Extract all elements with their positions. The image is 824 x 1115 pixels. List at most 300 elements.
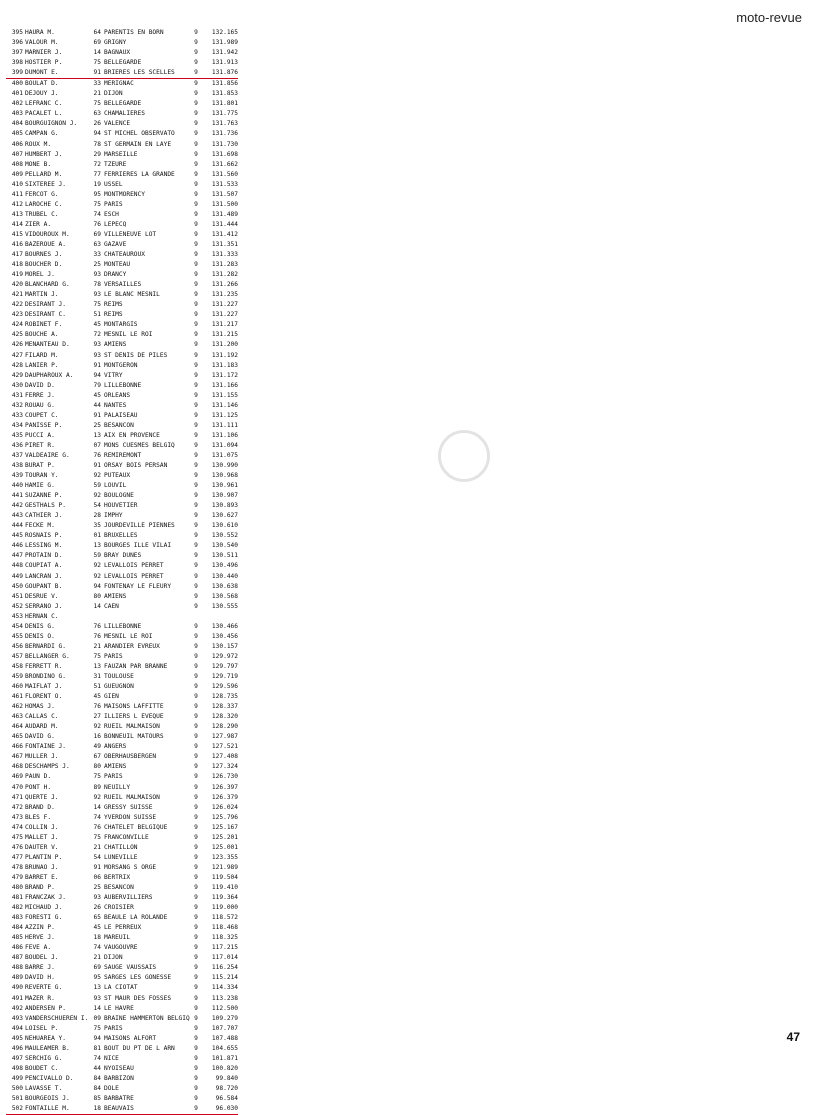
category: 9 xyxy=(194,311,198,319)
rider-name: BOURGEOIS J. xyxy=(25,1094,70,1102)
rank: 442 xyxy=(11,502,23,510)
rider-name: TRUBEL C. xyxy=(25,210,59,218)
score: 131.155 xyxy=(211,391,238,399)
table-row xyxy=(6,622,238,632)
category: 9 xyxy=(194,1105,198,1113)
city: CHATILLON xyxy=(104,843,138,851)
rank: 443 xyxy=(11,512,23,520)
city: TOULOUSE xyxy=(104,673,134,680)
rank: 481 xyxy=(11,894,23,902)
table-row xyxy=(6,1064,238,1074)
score: 131.106 xyxy=(211,431,238,439)
rank: 485 xyxy=(11,934,23,942)
rider-name: LANCRAN J. xyxy=(25,572,63,580)
department: 45 xyxy=(93,391,101,399)
department: 80 xyxy=(93,763,101,771)
city: ST GERMAIN EN LAYE xyxy=(104,140,172,148)
city: PARIS xyxy=(104,773,123,781)
department: 94 xyxy=(93,582,101,590)
rank: 490 xyxy=(11,984,23,992)
table-row xyxy=(6,270,238,280)
score: 131.500 xyxy=(211,200,238,208)
city: ST MAUR DES FOSSES xyxy=(104,994,172,1002)
rank: 492 xyxy=(11,1004,23,1012)
category: 9 xyxy=(194,562,198,570)
table-row xyxy=(6,1034,238,1044)
rank: 488 xyxy=(11,964,23,972)
city: LILLEBONNE xyxy=(104,622,142,630)
city: BRUXELLES xyxy=(104,532,138,540)
score: 130.456 xyxy=(211,632,238,640)
category: 9 xyxy=(194,542,198,550)
score: 131.075 xyxy=(211,451,238,459)
city: CAEN xyxy=(104,602,119,610)
rider-name: LANIER P. xyxy=(25,361,59,369)
rank: 411 xyxy=(11,190,23,198)
rank: 397 xyxy=(11,49,23,57)
table-row xyxy=(6,160,238,170)
rank: 472 xyxy=(11,803,23,811)
table-row xyxy=(6,300,238,310)
city: YVERDON SUISSE xyxy=(104,813,157,821)
rider-name: PANISSE P. xyxy=(25,421,63,429)
category: 9 xyxy=(194,713,198,721)
category: 9 xyxy=(194,783,198,791)
rider-name: BERNARDI G. xyxy=(25,642,66,650)
rider-name: VALDEAIRE G. xyxy=(25,451,70,459)
rider-name: MALLET J. xyxy=(25,833,59,841)
score: 131.560 xyxy=(211,170,238,178)
score: 125.001 xyxy=(211,843,238,851)
score: 117.215 xyxy=(211,944,238,952)
table-row xyxy=(6,290,238,300)
rank: 444 xyxy=(11,522,23,530)
department: 13 xyxy=(93,431,101,439)
category: 9 xyxy=(194,321,198,329)
score: 130.638 xyxy=(211,582,238,590)
rider-name: DAVID D. xyxy=(25,381,55,389)
city: DIJON xyxy=(104,954,123,962)
category: 9 xyxy=(194,301,198,309)
department: 76 xyxy=(93,220,101,228)
category: 9 xyxy=(194,733,198,741)
score: 96.030 xyxy=(215,1105,238,1113)
table-row xyxy=(6,943,238,953)
department: 21 xyxy=(93,843,101,851)
table-row xyxy=(6,511,238,521)
rank: 420 xyxy=(11,281,23,289)
category: 9 xyxy=(194,1034,198,1042)
score: 128.290 xyxy=(211,723,238,731)
score: 128.337 xyxy=(211,703,238,711)
category: 9 xyxy=(194,763,198,771)
table-row xyxy=(6,521,238,531)
rank: 433 xyxy=(11,411,23,419)
city: GUEUGNON xyxy=(104,683,134,691)
table-row xyxy=(6,692,238,702)
city: LOUVIL xyxy=(104,482,127,490)
category: 9 xyxy=(194,69,198,77)
score: 131.266 xyxy=(211,281,238,289)
department: 74 xyxy=(93,210,101,218)
category: 9 xyxy=(194,662,198,670)
category: 9 xyxy=(194,492,198,500)
city: MESNIL LE ROI xyxy=(104,331,153,339)
city: VITRY xyxy=(104,371,123,379)
rider-name: LAROCHE C. xyxy=(25,200,63,208)
rank: 476 xyxy=(11,843,23,851)
table-row xyxy=(6,561,238,571)
rank: 461 xyxy=(11,693,23,701)
category: 9 xyxy=(194,944,198,952)
rank: 441 xyxy=(11,492,23,500)
rank: 425 xyxy=(11,331,23,339)
table-row xyxy=(6,220,238,230)
table-row xyxy=(6,190,238,200)
rider-name: BARRE J. xyxy=(25,964,55,972)
city: ORSAY BOIS PERSAN xyxy=(104,462,168,470)
department: 21 xyxy=(93,954,101,962)
table-row xyxy=(6,752,238,762)
score: 129.972 xyxy=(211,652,238,660)
table-row xyxy=(6,320,238,330)
score: 131.146 xyxy=(211,401,238,409)
table-row xyxy=(6,1094,238,1104)
category: 9 xyxy=(194,431,198,439)
department: 25 xyxy=(93,421,101,429)
category: 9 xyxy=(194,160,198,168)
score: 131.200 xyxy=(211,341,238,349)
score: 131.351 xyxy=(211,240,238,248)
category: 9 xyxy=(194,100,198,108)
table-row xyxy=(6,582,238,592)
table-row xyxy=(6,351,238,361)
city: FERRIERES LA GRANDE xyxy=(104,170,175,178)
table-row xyxy=(6,823,238,833)
city: JOURDEVILLE PIENNES xyxy=(104,522,175,530)
category: 9 xyxy=(194,984,198,992)
rank: 453 xyxy=(11,612,23,620)
rider-name: DENIS G. xyxy=(25,622,55,630)
table-row xyxy=(6,381,238,391)
category: 9 xyxy=(194,673,198,680)
header-brand: moto-revue xyxy=(736,10,802,25)
rank: 409 xyxy=(11,170,23,178)
rank: 419 xyxy=(11,271,23,279)
city: BELLEGARDE xyxy=(104,59,142,67)
city: ESCH xyxy=(104,210,119,218)
score: 131.876 xyxy=(211,69,238,77)
rank: 402 xyxy=(11,100,23,108)
department: 51 xyxy=(93,311,101,319)
category: 9 xyxy=(194,632,198,640)
table-row xyxy=(6,572,238,582)
score: 118.572 xyxy=(211,914,238,922)
category: 9 xyxy=(194,914,198,922)
rider-name: BOURGUIGNON J. xyxy=(25,120,78,128)
table-row xyxy=(6,340,238,350)
score: 130.511 xyxy=(211,552,238,560)
table-row xyxy=(6,652,238,662)
table-row xyxy=(6,983,238,993)
rank: 470 xyxy=(11,783,23,791)
table-row xyxy=(6,793,238,803)
rider-name: MICHAUD J. xyxy=(25,904,63,912)
rider-name: BAZEROUE A. xyxy=(25,240,66,248)
score: 131.333 xyxy=(211,251,238,259)
rider-name: MULLER J. xyxy=(25,753,59,761)
category: 9 xyxy=(194,833,198,841)
table-row xyxy=(6,1044,238,1054)
category: 9 xyxy=(194,261,198,269)
rider-name: DESIRANT C. xyxy=(25,311,66,319)
department: 26 xyxy=(93,904,101,912)
table-row xyxy=(6,923,238,933)
department: 59 xyxy=(93,482,101,490)
rank: 478 xyxy=(11,863,23,871)
table-row xyxy=(6,662,238,672)
score: 131.533 xyxy=(211,180,238,188)
city: CHATEAUROUX xyxy=(104,251,145,259)
department: 33 xyxy=(93,80,101,88)
score: 130.540 xyxy=(211,542,238,550)
score: 131.662 xyxy=(211,160,238,168)
rider-name: PAUN D. xyxy=(25,773,52,781)
category: 9 xyxy=(194,1024,198,1032)
score: 98.720 xyxy=(215,1084,238,1092)
table-row xyxy=(6,371,238,381)
table-row xyxy=(6,873,238,883)
score: 128.735 xyxy=(211,693,238,701)
table-row xyxy=(6,1084,238,1094)
score: 107.707 xyxy=(211,1024,238,1032)
department: 92 xyxy=(93,492,101,500)
score: 131.736 xyxy=(211,130,238,138)
city: BONNEUIL MATOURS xyxy=(104,733,164,741)
score: 121.989 xyxy=(211,863,238,871)
table-row xyxy=(6,491,238,501)
table-row xyxy=(6,732,238,742)
city: MONTEAU xyxy=(104,261,131,269)
city: ILLIERS L EVEQUE xyxy=(104,713,164,721)
department: 75 xyxy=(93,1024,101,1032)
score: 118.325 xyxy=(211,934,238,942)
city: REIMS xyxy=(104,301,123,309)
table-row xyxy=(6,401,238,411)
rider-name: DEJOUY J. xyxy=(25,90,59,98)
city: DRANCY xyxy=(104,271,127,279)
rider-name: HUMBERT J. xyxy=(25,150,63,158)
city: RUEIL MALMAISON xyxy=(104,793,160,801)
city: USSEL xyxy=(104,180,123,188)
city: AMIENS xyxy=(104,763,127,771)
rank: 417 xyxy=(11,251,23,259)
rider-name: BOUCHE A. xyxy=(25,331,59,339)
rank: 415 xyxy=(11,230,23,238)
department: 92 xyxy=(93,472,101,480)
rank: 500 xyxy=(11,1084,23,1092)
score: 131.801 xyxy=(211,100,238,108)
rank: 477 xyxy=(11,853,23,861)
score: 123.355 xyxy=(211,853,238,861)
category: 9 xyxy=(194,873,198,881)
rank: 468 xyxy=(11,763,23,771)
category: 9 xyxy=(194,49,198,57)
city: NICE xyxy=(104,1054,119,1062)
rider-name: MAULEAMER B. xyxy=(25,1044,70,1052)
category: 9 xyxy=(194,451,198,459)
score: 127.987 xyxy=(211,733,238,741)
table-row xyxy=(6,109,238,119)
city: LEVALLOIS PERRET xyxy=(104,562,164,570)
rider-name: VIDOUROUX M. xyxy=(25,230,70,238)
city: VERSAILLES xyxy=(104,281,142,289)
rank: 398 xyxy=(11,59,23,67)
department: 78 xyxy=(93,281,101,289)
score: 118.468 xyxy=(211,924,238,932)
rider-name: FLORENT O. xyxy=(25,693,63,701)
rider-name: BOULAT D. xyxy=(25,80,59,88)
department: 14 xyxy=(93,803,101,811)
department: 93 xyxy=(93,271,101,279)
score: 99.840 xyxy=(215,1074,238,1082)
rider-name: FONTAILLE M. xyxy=(25,1105,70,1113)
city: NEUILLY xyxy=(104,783,131,791)
rank: 497 xyxy=(11,1054,23,1062)
rider-name: SIXTEREE J. xyxy=(25,180,66,188)
city: TZEURE xyxy=(104,160,127,168)
department: 94 xyxy=(93,130,101,138)
city: GIEN xyxy=(104,693,119,701)
rank: 494 xyxy=(11,1024,23,1032)
category: 9 xyxy=(194,823,198,831)
department: 21 xyxy=(93,642,101,650)
rider-name: SERCHIG G. xyxy=(25,1054,63,1062)
category: 9 xyxy=(194,803,198,811)
rider-name: LEFRANC C. xyxy=(25,100,63,108)
city: BARBATRE xyxy=(104,1094,134,1102)
rider-name: BLANCHARD G. xyxy=(25,281,70,289)
rider-name: GOUPANT B. xyxy=(25,582,63,590)
rider-name: AZZIN P. xyxy=(25,924,55,932)
department: 91 xyxy=(93,411,101,419)
score: 115.214 xyxy=(211,974,238,982)
table-row xyxy=(6,1104,238,1115)
score: 126.397 xyxy=(211,783,238,791)
score: 117.014 xyxy=(211,954,238,962)
category: 9 xyxy=(194,1064,198,1072)
city: BAGNAUX xyxy=(104,49,131,57)
table-row xyxy=(6,541,238,551)
table-row xyxy=(6,853,238,863)
rider-name: FILARD M. xyxy=(25,351,59,359)
score: 114.334 xyxy=(211,984,238,992)
category xyxy=(192,612,200,622)
department: 54 xyxy=(93,502,101,510)
score: 131.444 xyxy=(211,220,238,228)
rank: 429 xyxy=(11,371,23,379)
city: MONTMORENCY xyxy=(104,190,145,198)
rank: 463 xyxy=(11,713,23,721)
rider-name: MARNIER J. xyxy=(25,49,63,57)
rank: 448 xyxy=(11,562,23,570)
city: CHATELET BELGIQUE xyxy=(104,823,168,831)
department: 69 xyxy=(93,39,101,47)
department: 75 xyxy=(93,200,101,208)
rider-name: ROUAU G. xyxy=(25,401,55,409)
rider-name: VANDERSCHUEREN I. xyxy=(25,1014,89,1022)
department: 16 xyxy=(93,733,101,741)
rider-name: SERRANO J. xyxy=(25,602,63,610)
category: 9 xyxy=(194,1054,198,1062)
table-row xyxy=(6,461,238,471)
rank: 460 xyxy=(11,683,23,691)
rank: 469 xyxy=(11,773,23,781)
category: 9 xyxy=(194,200,198,208)
category: 9 xyxy=(194,120,198,128)
department: 74 xyxy=(93,1054,101,1062)
score: 131.125 xyxy=(211,411,238,419)
table-row xyxy=(6,280,238,290)
table-row xyxy=(6,973,238,983)
department: 69 xyxy=(93,230,101,238)
category: 9 xyxy=(194,29,198,36)
rank: 475 xyxy=(11,833,23,841)
city: MAREUIL xyxy=(104,934,131,942)
score: 131.942 xyxy=(211,49,238,57)
score: 131.217 xyxy=(211,321,238,329)
rank: 405 xyxy=(11,130,23,138)
table-row xyxy=(6,441,238,451)
table-row xyxy=(6,431,238,441)
department: 77 xyxy=(93,170,101,178)
department: 51 xyxy=(93,683,101,691)
rank: 471 xyxy=(11,793,23,801)
rider-name: LESSING M. xyxy=(25,542,63,550)
city: DOLE xyxy=(104,1084,119,1092)
score: 131.775 xyxy=(211,110,238,118)
city: OBERHAUSBERGEN xyxy=(104,753,157,761)
category: 9 xyxy=(194,683,198,691)
rank: 412 xyxy=(11,200,23,208)
score: 96.584 xyxy=(215,1094,238,1102)
category: 9 xyxy=(194,552,198,560)
category: 9 xyxy=(194,1084,198,1092)
table-row xyxy=(6,200,238,210)
score: 131.730 xyxy=(211,140,238,148)
department: 75 xyxy=(93,652,101,660)
department: 93 xyxy=(93,994,101,1002)
rider-name: BRUNAO J. xyxy=(25,863,59,871)
rank: 426 xyxy=(11,341,23,349)
rider-name: PACALET L. xyxy=(25,110,63,118)
rider-name: DESCHAMPS J. xyxy=(25,763,70,771)
category: 9 xyxy=(194,592,198,600)
score: 119.504 xyxy=(211,873,238,881)
score: 130.610 xyxy=(211,522,238,530)
rank: 501 xyxy=(11,1094,23,1102)
department: 92 xyxy=(93,572,101,580)
rider-name: MARTIN J. xyxy=(25,291,59,299)
department: 49 xyxy=(93,743,101,751)
rider-name: BRAND P. xyxy=(25,883,55,891)
department: 91 xyxy=(93,69,101,77)
city: FAUZAN PAR BRANNE xyxy=(104,662,168,670)
department: 13 xyxy=(93,984,101,992)
category: 9 xyxy=(194,743,198,751)
rider-name: DAUTER V. xyxy=(25,843,59,851)
category: 9 xyxy=(194,652,198,660)
